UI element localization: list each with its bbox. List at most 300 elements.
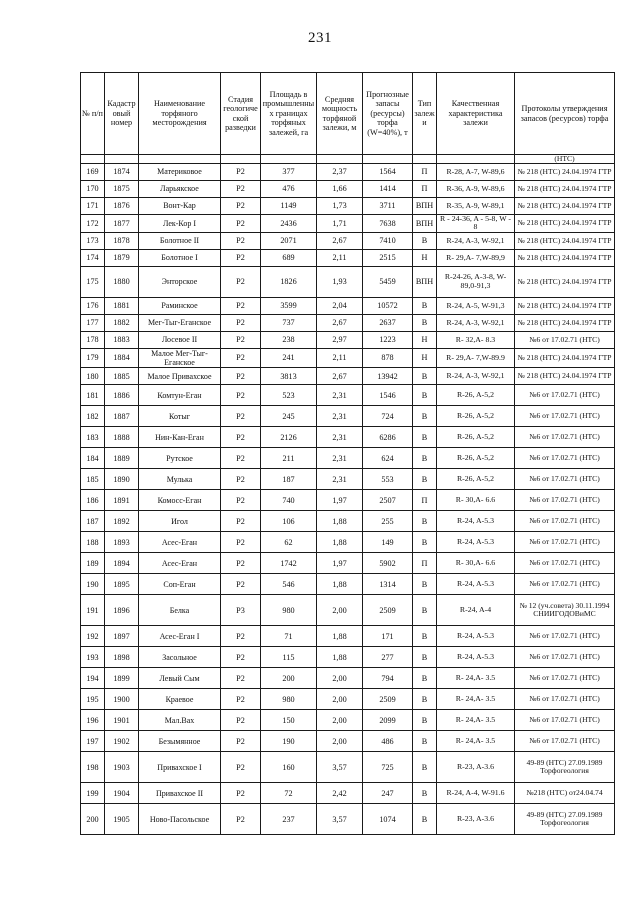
cell-protocol: № 218 (НТС) 24.04.1974 ГТР [515,198,615,215]
cell-thickness: 2,97 [317,331,363,348]
table-row [81,553,615,574]
cell-stage: Р2 [221,469,261,490]
cell-area: 106 [261,511,317,532]
table-row [81,385,615,406]
cell-reserves: 2099 [363,710,413,731]
cell-name: Асес-Еган I [139,626,221,647]
cell-stage: Р2 [221,181,261,198]
table-row [81,368,615,385]
cell-cadastral: 1892 [105,511,139,532]
cell-reserves: 2637 [363,314,413,331]
cell-quality: R-35, A-9, W-89,1 [437,198,515,215]
cell-cadastral: 1899 [105,668,139,689]
cell-name: Малое Привахское [139,368,221,385]
cell-stage: Р2 [221,406,261,427]
cell-quality: R- 24,A- 3.5 [437,689,515,710]
cell-type: В [413,232,437,249]
cell-protocol: № 218 (НТС) 24.04.1974 ГТР [515,181,615,198]
col-header-stage: Стадия геологической разведки [221,73,261,155]
cell-thickness: 2,31 [317,448,363,469]
cell-protocol: №6 от 17.02.71 (НТС) [515,647,615,668]
cell-cadastral: 1883 [105,331,139,348]
cell-protocol: №6 от 17.02.71 (НТС) [515,710,615,731]
cell-reserves: 1223 [363,331,413,348]
cell-area: 245 [261,406,317,427]
cell-cadastral: 1887 [105,406,139,427]
cell-name: Белка [139,595,221,626]
cell-quality: R-28, A-7, W-89,6 [437,164,515,181]
cell-name: Комосс-Еган [139,490,221,511]
cell-thickness: 1,88 [317,626,363,647]
cell-thickness: 1,97 [317,490,363,511]
cell-quality: R- 29,A- 7,W-89,9 [437,249,515,266]
cell-area: 241 [261,348,317,367]
cell-thickness: 1,88 [317,532,363,553]
cell-reserves: 149 [363,532,413,553]
cell-name: Соп-Еган [139,574,221,595]
cell-cadastral: 1893 [105,532,139,553]
cell-cadastral: 1891 [105,490,139,511]
cell-stage: Р2 [221,490,261,511]
cell-stage: Р2 [221,448,261,469]
cell-thickness: 1,88 [317,511,363,532]
cell-reserves: 878 [363,348,413,367]
cell-protocol: № 218 (НТС) 24.04.1974 ГТР [515,249,615,266]
cell-stage: Р2 [221,783,261,804]
cell-type: В [413,448,437,469]
cell-quality: R-24, A-4 [437,595,515,626]
header-row [81,73,615,155]
cell-cadastral: 1905 [105,804,139,835]
cell-thickness: 2,00 [317,731,363,752]
cell-stage: Р2 [221,348,261,367]
cell-stage: Р2 [221,626,261,647]
table-row [81,348,615,367]
cell-quality: R-23, A-3.6 [437,804,515,835]
cell-stage: Р2 [221,368,261,385]
cell-area: 3813 [261,368,317,385]
cell-protocol: №6 от 17.02.71 (НТС) [515,532,615,553]
cell-type: В [413,783,437,804]
cell-area: 62 [261,532,317,553]
cell-protocol: №6 от 17.02.71 (НТС) [515,406,615,427]
cell-reserves: 2515 [363,249,413,266]
cell-cadastral: 1894 [105,553,139,574]
cell-stage: Р2 [221,266,261,297]
cell-protocol: №6 от 17.02.71 (НТС) [515,448,615,469]
cell-number: 183 [81,427,105,448]
cell-reserves: 2509 [363,689,413,710]
cell-stage: Р2 [221,249,261,266]
cell-area: 72 [261,783,317,804]
cell-number: 192 [81,626,105,647]
cell-name: Комтун-Еган [139,385,221,406]
cell-number: 174 [81,249,105,266]
cell-cadastral: 1882 [105,314,139,331]
cell-type: В [413,647,437,668]
cell-name: Привахское II [139,783,221,804]
cell-type: В [413,668,437,689]
cell-stage: Р2 [221,710,261,731]
cell-name: Игол [139,511,221,532]
cell-cadastral: 1901 [105,710,139,731]
cell-cadastral: 1875 [105,181,139,198]
cell-cadastral: 1885 [105,368,139,385]
cell-cadastral: 1890 [105,469,139,490]
cell-number: 196 [81,710,105,731]
cell-name: Мал.Вах [139,710,221,731]
cell-stage: Р2 [221,804,261,835]
cell-number: 188 [81,532,105,553]
cell-name: Вонт-Кар [139,198,221,215]
cell-cadastral: 1886 [105,385,139,406]
cell-type: В [413,406,437,427]
cell-reserves: 13942 [363,368,413,385]
cell-cadastral: 1896 [105,595,139,626]
cell-number: 178 [81,331,105,348]
cell-area: 2126 [261,427,317,448]
cell-quality: R - 24-36, A - 5-8, W - 8 [437,215,515,233]
cell-name: Асес-Еган [139,532,221,553]
cell-number: 200 [81,804,105,835]
cell-protocol: № 218 (НТС) 24.04.1974 ГТР [515,297,615,314]
table-row [81,427,615,448]
cell-name: Мулька [139,469,221,490]
cell-protocol: № 218 (НТС) 24.04.1974 ГТР [515,232,615,249]
col-header-cadastral: Кадастровый номер [105,73,139,155]
cell-type: ВПН [413,198,437,215]
cell-protocol: № 218 (НТС) 24.04.1974 ГТР [515,164,615,181]
cell-thickness: 1,71 [317,215,363,233]
continuation-cell: (НТС) [515,155,615,164]
table-row [81,752,615,783]
cell-type: П [413,164,437,181]
peat-deposits-table [80,72,615,835]
cell-reserves: 725 [363,752,413,783]
cell-name: Котыг [139,406,221,427]
cell-quality: R-26, A-5,2 [437,469,515,490]
cell-area: 2071 [261,232,317,249]
cell-type: В [413,710,437,731]
table-row [81,804,615,835]
cell-number: 170 [81,181,105,198]
table-row [81,626,615,647]
cell-name: Засольное [139,647,221,668]
cell-quality: R-24, A-5.3 [437,626,515,647]
cell-cadastral: 1897 [105,626,139,647]
cell-name: Лек-Кор I [139,215,221,233]
cell-stage: Р2 [221,532,261,553]
cell-protocol: № 218 (НТС) 24.04.1974 ГТР [515,215,615,233]
cell-thickness: 1,88 [317,647,363,668]
cell-cadastral: 1903 [105,752,139,783]
cell-area: 1742 [261,553,317,574]
cell-type: В [413,368,437,385]
cell-thickness: 2,67 [317,314,363,331]
table-row [81,164,615,181]
cell-reserves: 2507 [363,490,413,511]
cell-type: В [413,574,437,595]
cell-name: Нин-Кан-Еган [139,427,221,448]
table-row [81,448,615,469]
cell-quality: R-24, A-3, W-92,1 [437,232,515,249]
cell-reserves: 1314 [363,574,413,595]
cell-cadastral: 1889 [105,448,139,469]
cell-reserves: 553 [363,469,413,490]
cell-quality: R-24, A-3, W-92,1 [437,368,515,385]
cell-protocol: 49-89 (НТС) 27.09.1989 Торфогеология [515,804,615,835]
cell-reserves: 624 [363,448,413,469]
cell-name: Мег-Тыг-Еганское [139,314,221,331]
cell-area: 238 [261,331,317,348]
cell-quality: R-24, A-5.3 [437,647,515,668]
cell-type: В [413,314,437,331]
cell-protocol: № 12 (уч.совета) 30.11.1994 СНИИГОДОВиМС [515,595,615,626]
table-row [81,511,615,532]
cell-area: 737 [261,314,317,331]
cell-reserves: 6286 [363,427,413,448]
cell-quality: R-24, A-4, W-91.6 [437,783,515,804]
cell-type: В [413,297,437,314]
cell-quality: R-26, A-5,2 [437,427,515,448]
cell-thickness: 2,11 [317,249,363,266]
cell-thickness: 2,11 [317,348,363,367]
cell-cadastral: 1881 [105,297,139,314]
table-row [81,215,615,233]
col-header-area: Площадь в промышленных границах торфяных залежей, га [261,73,317,155]
cell-stage: Р2 [221,164,261,181]
cell-reserves: 1414 [363,181,413,198]
cell-stage: Р2 [221,198,261,215]
cell-type: В [413,511,437,532]
cell-number: 189 [81,553,105,574]
table-row [81,249,615,266]
cell-cadastral: 1880 [105,266,139,297]
cell-name: Ларьякское [139,181,221,198]
cell-name: Энторское [139,266,221,297]
cell-area: 150 [261,710,317,731]
table-row [81,198,615,215]
cell-name: Лосевое II [139,331,221,348]
cell-quality: R- 24,A- 3.5 [437,731,515,752]
cell-reserves: 3711 [363,198,413,215]
cell-stage: Р2 [221,511,261,532]
cell-type: Н [413,249,437,266]
cell-quality: R-24, A-3, W-92,1 [437,314,515,331]
table-row [81,266,615,297]
cell-number: 199 [81,783,105,804]
cell-quality: R- 24,A- 3.5 [437,668,515,689]
col-header-quality: Качественная характеристика залежи [437,73,515,155]
cell-cadastral: 1888 [105,427,139,448]
cell-number: 177 [81,314,105,331]
table-row [81,181,615,198]
cell-number: 181 [81,385,105,406]
cell-area: 740 [261,490,317,511]
table-row [81,731,615,752]
cell-type: В [413,804,437,835]
cell-thickness: 2,00 [317,710,363,731]
cell-protocol: №6 от 17.02.71 (НТС) [515,511,615,532]
cell-reserves: 171 [363,626,413,647]
table-row [81,783,615,804]
cell-stage: Р2 [221,668,261,689]
table-row [81,647,615,668]
cell-thickness: 2,37 [317,164,363,181]
col-header-protocols: Протоколы утверждения запасов (ресурсов) торфа [515,73,615,155]
cell-area: 160 [261,752,317,783]
cell-quality: R-24, A-5.3 [437,532,515,553]
cell-area: 187 [261,469,317,490]
cell-protocol: №6 от 17.02.71 (НТС) [515,626,615,647]
cell-cadastral: 1904 [105,783,139,804]
cell-quality: R- 29,A- 7,W-89.9 [437,348,515,367]
cell-quality: R-26, A-5,2 [437,385,515,406]
cell-stage: Р2 [221,232,261,249]
cell-protocol: №6 от 17.02.71 (НТС) [515,553,615,574]
cell-area: 190 [261,731,317,752]
cell-reserves: 1564 [363,164,413,181]
cell-stage: Р2 [221,574,261,595]
cell-quality: R-26, A-5,2 [437,448,515,469]
cell-area: 115 [261,647,317,668]
cell-number: 172 [81,215,105,233]
cell-area: 1149 [261,198,317,215]
cell-thickness: 2,04 [317,297,363,314]
cell-type: В [413,626,437,647]
cell-thickness: 2,31 [317,427,363,448]
cell-number: 193 [81,647,105,668]
cell-area: 2436 [261,215,317,233]
cell-stage: Р2 [221,752,261,783]
cell-type: В [413,731,437,752]
cell-stage: Р2 [221,314,261,331]
cell-area: 980 [261,595,317,626]
cell-protocol: № 218 (НТС) 24.04.1974 ГТР [515,368,615,385]
table-row [81,710,615,731]
cell-cadastral: 1879 [105,249,139,266]
cell-cadastral: 1900 [105,689,139,710]
cell-name: Безымянное [139,731,221,752]
cell-area: 1826 [261,266,317,297]
cell-protocol: №6 от 17.02.71 (НТС) [515,469,615,490]
cell-reserves: 2509 [363,595,413,626]
cell-thickness: 2,00 [317,595,363,626]
cell-name: Болотное I [139,249,221,266]
cell-number: 187 [81,511,105,532]
cell-protocol: №218 (НТС) от24.04.74 [515,783,615,804]
cell-area: 476 [261,181,317,198]
cell-thickness: 2,67 [317,368,363,385]
cell-type: В [413,385,437,406]
cell-reserves: 10572 [363,297,413,314]
cell-reserves: 255 [363,511,413,532]
cell-cadastral: 1898 [105,647,139,668]
cell-type: В [413,595,437,626]
col-header-type: Тип залежи [413,73,437,155]
cell-number: 171 [81,198,105,215]
col-header-reserves: Прогнозные запасы (ресурсы) торфа (W=40%), т [363,73,413,155]
cell-quality: R- 32,A- 8.3 [437,331,515,348]
cell-area: 377 [261,164,317,181]
cell-reserves: 1074 [363,804,413,835]
cell-protocol: №6 от 17.02.71 (НТС) [515,731,615,752]
cell-thickness: 2,31 [317,406,363,427]
cell-quality: R- 30,A- 6.6 [437,553,515,574]
cell-thickness: 2,67 [317,232,363,249]
cell-cadastral: 1878 [105,232,139,249]
cell-protocol: № 218 (НТС) 24.04.1974 ГТР [515,314,615,331]
cell-name: Болотное II [139,232,221,249]
cell-area: 546 [261,574,317,595]
cell-stage: Р2 [221,689,261,710]
cell-cadastral: 1895 [105,574,139,595]
cell-number: 180 [81,368,105,385]
cell-number: 194 [81,668,105,689]
cell-number: 186 [81,490,105,511]
cell-reserves: 247 [363,783,413,804]
cell-type: В [413,427,437,448]
cell-number: 184 [81,448,105,469]
cell-thickness: 3,57 [317,752,363,783]
cell-thickness: 1,93 [317,266,363,297]
cell-cadastral: 1876 [105,198,139,215]
cell-protocol: №6 от 17.02.71 (НТС) [515,689,615,710]
cell-thickness: 3,57 [317,804,363,835]
table-row [81,689,615,710]
table-row [81,406,615,427]
cell-number: 179 [81,348,105,367]
cell-stage: Р3 [221,595,261,626]
table-row [81,574,615,595]
cell-number: 173 [81,232,105,249]
cell-type: В [413,752,437,783]
cell-protocol: №6 от 17.02.71 (НТС) [515,574,615,595]
table-row [81,297,615,314]
cell-stage: Р2 [221,427,261,448]
cell-area: 211 [261,448,317,469]
cell-area: 980 [261,689,317,710]
cell-area: 200 [261,668,317,689]
cell-stage: Р2 [221,385,261,406]
cell-protocol: №6 от 17.02.71 (НТС) [515,490,615,511]
cell-thickness: 1,97 [317,553,363,574]
col-header-number: № п/п [81,73,105,155]
cell-reserves: 277 [363,647,413,668]
table-row [81,469,615,490]
cell-thickness: 1,88 [317,574,363,595]
table-row [81,490,615,511]
table-row [81,668,615,689]
cell-number: 198 [81,752,105,783]
cell-type: В [413,469,437,490]
cell-area: 237 [261,804,317,835]
cell-type: Н [413,331,437,348]
cell-quality: R-24, A-5, W-91,3 [437,297,515,314]
cell-number: 185 [81,469,105,490]
table-row [81,595,615,626]
cell-cadastral: 1874 [105,164,139,181]
cell-area: 3599 [261,297,317,314]
table-row [81,532,615,553]
cell-protocol: 49-89 (НТС) 27.09.1989 Торфогеология [515,752,615,783]
cell-number: 169 [81,164,105,181]
cell-type: В [413,532,437,553]
cell-number: 195 [81,689,105,710]
cell-number: 197 [81,731,105,752]
cell-type: П [413,490,437,511]
cell-stage: Р2 [221,215,261,233]
